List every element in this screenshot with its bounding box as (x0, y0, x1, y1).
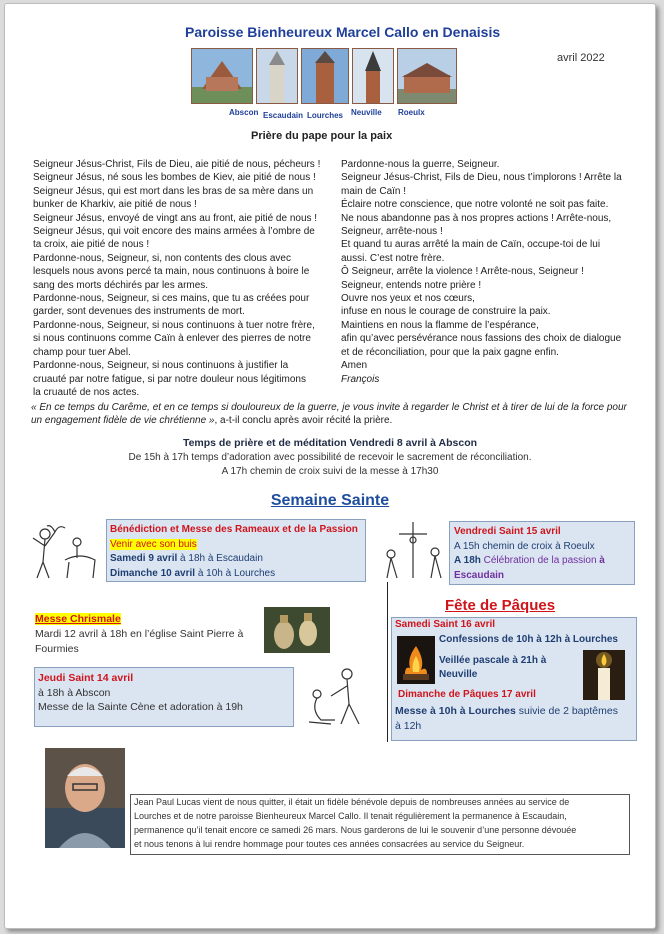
prayer-line: Pardonne-nous, Seigneur, si ces mains, que tu as créées pour (33, 293, 310, 305)
paschal-fire-photo (397, 636, 435, 684)
vendredi-title: Vendredi Saint 15 avril (454, 526, 561, 537)
prayer-line: Pardonne-nous, Seigneur, si, non contents des clous avec (33, 252, 291, 264)
prayer-line: Pardonne-nous, Seigneur, si nous continuons à justifier la (33, 360, 289, 372)
good-friday-illustration (377, 518, 449, 582)
obituary-line: permanence qu’il tenait encore ce samedi 26 mars. Nous garderons de lui le souvenir d’une personne dévouée (134, 825, 577, 835)
chrism-oil-photo (264, 607, 330, 653)
prayer-line: Amen (341, 360, 368, 372)
obituary-line: Lourches et de notre paroisse Bienheureux Marcel Callo. Il tenait régulièrement la permanence à Escaudain, (134, 811, 567, 821)
obituary-line: et nous tenons à lui rendre hommage pour toutes ces années consacrées au service du Seigneur. (134, 839, 525, 849)
prayer-line: Pardonne-nous la guerre, Seigneur. (341, 159, 500, 170)
prayer-line: la cruauté de nos actes. (33, 386, 140, 398)
church-label-neuville: Neuville (351, 108, 382, 117)
prayer-line: Maintiens en nous la flamme de l’espérance, (341, 319, 539, 331)
rameaux-note: Venir avec son buis (110, 538, 197, 550)
church-photo-roeulx (397, 48, 457, 104)
dimanche-paques-title: Dimanche de Pâques 17 avril (398, 689, 536, 700)
prayer-line: Ouvre nos yeux et nos cœurs, (341, 293, 475, 305)
issue-date: avril 2022 (557, 52, 605, 64)
jeudi-title: Jeudi Saint 14 avril (38, 672, 134, 684)
paques-messe (395, 704, 618, 719)
prayer-line: bunker de Kharkiv, aie pitié de nous ! (33, 199, 197, 211)
prayer-line: Seigneur Jésus-Christ, Fils de Dieu, nous t’implorons ! Arrête la (341, 172, 622, 184)
rameaux-box (106, 519, 366, 582)
paques-dimanche (398, 688, 536, 703)
prayer-line: ta croix, aie pitié de nous ! (33, 239, 150, 251)
prayer-right-column (341, 158, 641, 386)
prayer-line: Éclaire notre conscience, que notre volonté ne soit pas faite. (341, 199, 609, 211)
prayer-line: sang des morts déchirés par les armes. (33, 279, 209, 291)
prayer-line: Seigneur Jésus, envoyé de vingt ans au front, aie pitié de nous ! (33, 212, 318, 224)
paques-samedi (395, 618, 495, 633)
jeudi-line-1: à 18h à Abscon (38, 686, 111, 699)
prayer-line: Seigneur Jésus, né sous les bombes de Kiev, aie pitié de nous ! (33, 172, 316, 184)
church-photo-lourches (301, 48, 349, 104)
prayer-signature: François (341, 373, 380, 385)
meditation-title: Temps de prière et de méditation (182, 437, 347, 449)
veillee-line-2: Neuville (439, 669, 478, 680)
foot-washing-illustration (301, 664, 377, 730)
vendredi-box (449, 521, 635, 585)
church-photo-neuville (352, 48, 394, 104)
church-label-lourches: Lourches (307, 111, 344, 120)
vendredi-place: à Escaudain (454, 555, 605, 581)
rameaux-day-2: Dimanche 10 avril (110, 567, 196, 579)
paques-confessions: Confessions de 10h à 12h à Lourches (439, 634, 618, 645)
meditation-line-2: A 17h chemin de croix suivi de la messe à 17h30 (221, 466, 439, 477)
vendredi-celebration: Célébration de la passion (480, 555, 600, 566)
jeudi-line-2: Messe de la Sainte Cène et adoration à 19h (38, 701, 243, 713)
paques-messe-time: à 12h (395, 720, 422, 732)
meditation-heading (5, 437, 655, 449)
rameaux-detail-2: à 10h à Lourches (195, 567, 276, 579)
meditation-line-1: De 15h à 17h temps d’adoration avec possibilité de recevoir le sacrement de réconciliation. (128, 452, 532, 463)
chrismale-line-1: Mardi 12 avril à 18h en l’église Saint Pierre à (35, 628, 244, 640)
prayer-line: Seigneur Jésus, qui est mort dans les bras de sa mère dans un (33, 185, 314, 197)
prayer-line: lesquels nous avons percé ta main, nous continuons à boire le (33, 266, 310, 278)
paques-messe-main: Messe à 10h à Lourches (395, 705, 516, 717)
church-photo-escaudain (256, 48, 298, 104)
chrismale-line-2: Fourmies (35, 643, 79, 655)
paques-title: Fête de Pâques (445, 597, 556, 614)
church-label-roeulx: Roeulx (398, 108, 425, 117)
paschal-candle-photo (583, 650, 625, 700)
newsletter-page (4, 3, 656, 929)
meditation-when: Vendredi 8 avril à Abscon (346, 437, 478, 449)
prayer-line: aussi. C’est notre frère. (341, 252, 445, 264)
prayer-title: Prière du pape pour la paix (251, 130, 393, 142)
section-divider (387, 582, 388, 742)
prayer-line: Ne nous abandonne pas à nos propres actions ! Arrête-nous, (341, 212, 612, 224)
chrismale-block (35, 612, 275, 657)
prayer-line: et de réconciliation, pour que la paix gagne enfin. (341, 346, 559, 358)
palm-sunday-illustration (25, 522, 105, 582)
prayer-line: garder, sont devenues des instruments de mort. (33, 306, 245, 318)
quote-tail: , a-t-il conclu après avoir récité la prière. (214, 415, 393, 427)
pope-quote (31, 401, 631, 428)
prayer-line: afin qu’avec persévérance nous fassions des choix de dialogue (341, 333, 622, 345)
prayer-left-column (33, 158, 333, 399)
rameaux-day-1: Samedi 9 avril (110, 553, 178, 564)
quote-text-1: « En ce temps du Carême, et en ce temps si douloureux de la guerre, je vous invite à regarder le Christ et à tirer de lui de la force pour (31, 402, 627, 413)
paques-messe-rest: suivie de 2 baptêmes (515, 705, 618, 717)
prayer-line: main de Caïn ! (341, 185, 407, 197)
prayer-line: Seigneur Jésus, qui voit encore des mains armées à l’ombre de (33, 226, 315, 238)
vendredi-line-1: A 15h chemin de croix à Roeulx (454, 540, 595, 552)
prayer-line: Seigneur Jésus-Christ, Fils de Dieu, aie pitié de nous, pécheurs ! (33, 159, 321, 170)
quote-text-2: un engagement fidèle de vie chrétienne » (31, 415, 215, 427)
obituary-box (130, 794, 630, 855)
church-label-escaudain: Escaudain (263, 111, 304, 120)
parish-title: Paroisse Bienheureux Marcel Callo en Denaisis (185, 24, 501, 40)
prayer-line: Pardonne-nous, Seigneur, si nous continuons à tuer notre frère, (33, 319, 315, 331)
church-label-abscon: Abscon (229, 108, 259, 117)
obituary-line: Jean Paul Lucas vient de nous quitter, il était un fidèle bénévole depuis de nombreuses années au service de (134, 797, 570, 807)
rameaux-detail-1: à 18h à Escaudain (177, 553, 263, 564)
portrait-photo (45, 748, 125, 848)
church-photo-abscon (191, 48, 253, 104)
prayer-line: Et quand tu auras arrêté la main de Caïn, occupe-toi de lui (341, 239, 601, 251)
prayer-line: champ pour tuer Abel. (33, 346, 131, 358)
chrismale-title: Messe Chrismale (35, 613, 121, 625)
prayer-line: Ô Seigneur, arrête la violence ! Arrête-nous, Seigneur ! (341, 266, 584, 278)
jeudi-box (34, 667, 294, 727)
prayer-line: si nous continuons comme Caïn à enlever des pierres de notre (33, 333, 311, 345)
rameaux-title: Bénédiction et Messe des Rameaux et de la Passion (110, 524, 358, 535)
prayer-line: cruauté par notre fatigue, si par notre douleur nous légitimons (33, 373, 306, 385)
vendredi-time: A 18h (454, 555, 481, 566)
prayer-line: Seigneur, arrête-nous ! (341, 226, 443, 238)
veillee-line-1: Veillée pascale à 21h à (439, 655, 547, 666)
semaine-sainte-title: Semaine Sainte (270, 492, 390, 509)
prayer-line: infuse en nous le courage de construire la paix. (341, 306, 551, 318)
prayer-line: Seigneur, entends notre prière ! (341, 279, 482, 291)
samedi-saint-title: Samedi Saint 16 avril (395, 619, 496, 630)
